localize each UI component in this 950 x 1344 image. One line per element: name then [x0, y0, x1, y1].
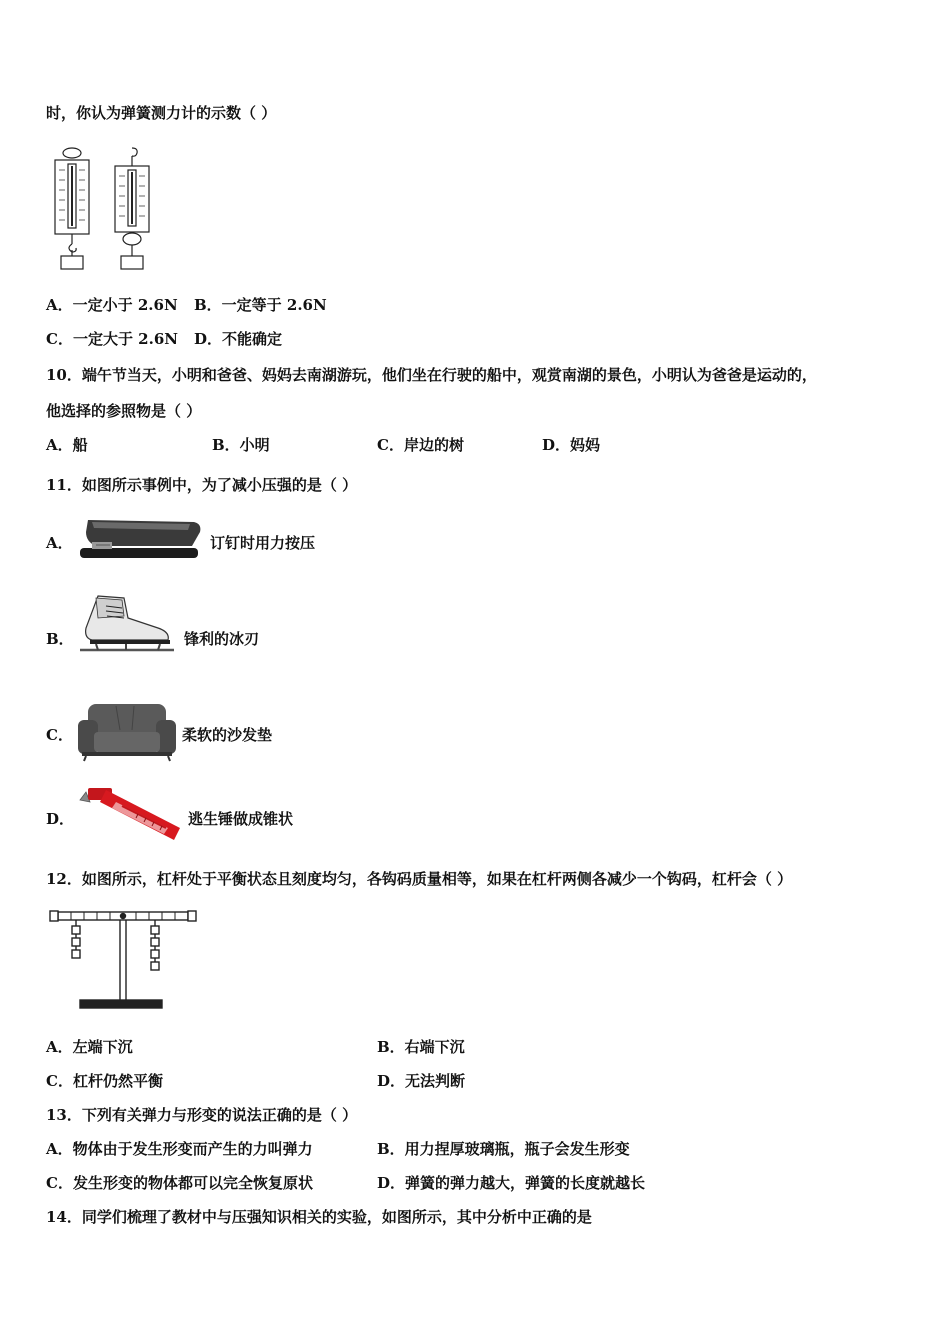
q12-option-c: C．杠杆仍然平衡	[46, 1072, 163, 1090]
stapler-icon	[76, 512, 206, 564]
q14-stem: 14．同学们梳理了教材中与压强知识相关的实验，如图所示，其中分析中正确的是	[46, 1208, 592, 1226]
q11-option-d-letter: D．	[46, 810, 75, 828]
q10-stem-line2: 他选择的参照物是（ ）	[46, 402, 202, 420]
spring-scale-figure	[50, 146, 160, 272]
q11-option-d-text: 逃生锤做成锥状	[188, 810, 294, 828]
q11-option-b-text: 锋利的冰刃	[184, 630, 260, 648]
safety-hammer-icon	[76, 778, 186, 846]
q9-stem-end: 时，你认为弹簧测力计的示数（ ）	[46, 104, 277, 122]
q12-option-b: B．右端下沉	[377, 1038, 465, 1056]
q9-option-c: C．一定大于 2.6N	[46, 330, 178, 348]
lever-icon	[50, 911, 196, 1008]
q13-option-c: C．发生形变的物体都可以完全恢复原状	[46, 1174, 313, 1192]
q13-stem: 13．下列有关弹力与形变的说法正确的是（ ）	[46, 1106, 358, 1124]
q10-option-a: A．船	[46, 436, 88, 454]
q12-option-a: A．左端下沉	[46, 1038, 133, 1056]
spring-scale-inverted-icon	[115, 148, 149, 269]
q9-option-d: D．不能确定	[194, 330, 283, 348]
ice-skate-icon	[76, 592, 176, 656]
q10-option-d: D．妈妈	[542, 436, 601, 454]
q11-option-b-letter: B．	[46, 630, 74, 648]
q12-option-d: D．无法判断	[377, 1072, 466, 1090]
q11-stem: 11．如图所示事例中，为了减小压强的是（ ）	[46, 476, 358, 494]
q10-option-c: C．岸边的树	[377, 436, 464, 454]
q11-option-a-text: 订钉时用力按压	[210, 534, 316, 552]
q11-option-c-text: 柔软的沙发垫	[182, 726, 273, 744]
q9-option-a: A．一定小于 2.6N	[46, 296, 178, 314]
q10-option-b: B．小明	[212, 436, 270, 454]
q11-option-a-letter: A．	[46, 534, 73, 552]
q13-option-d: D．弹簧的弹力越大，弹簧的长度就越长	[377, 1174, 646, 1192]
q11-option-c-letter: C．	[46, 726, 73, 744]
sofa-icon	[74, 700, 180, 762]
spring-scale-icon	[55, 148, 89, 269]
q12-stem: 12．如图所示，杠杆处于平衡状态且刻度均匀，各钩码质量相等，如果在杠杆两侧各减少一个钩码，杠杆会（ ）	[46, 870, 793, 888]
q9-option-b: B．一定等于 2.6N	[194, 296, 327, 314]
q13-option-b: B．用力捏厚玻璃瓶，瓶子会发生形变	[377, 1140, 630, 1158]
q13-option-a: A．物体由于发生形变而产生的力叫弹力	[46, 1140, 313, 1158]
lever-figure	[48, 904, 198, 1014]
q10-stem-line1: 10．端午节当天，小明和爸爸、妈妈去南湖游玩，他们坐在行驶的船中，观赏南湖的景色，小明认为爸爸是运动的，	[46, 366, 817, 384]
